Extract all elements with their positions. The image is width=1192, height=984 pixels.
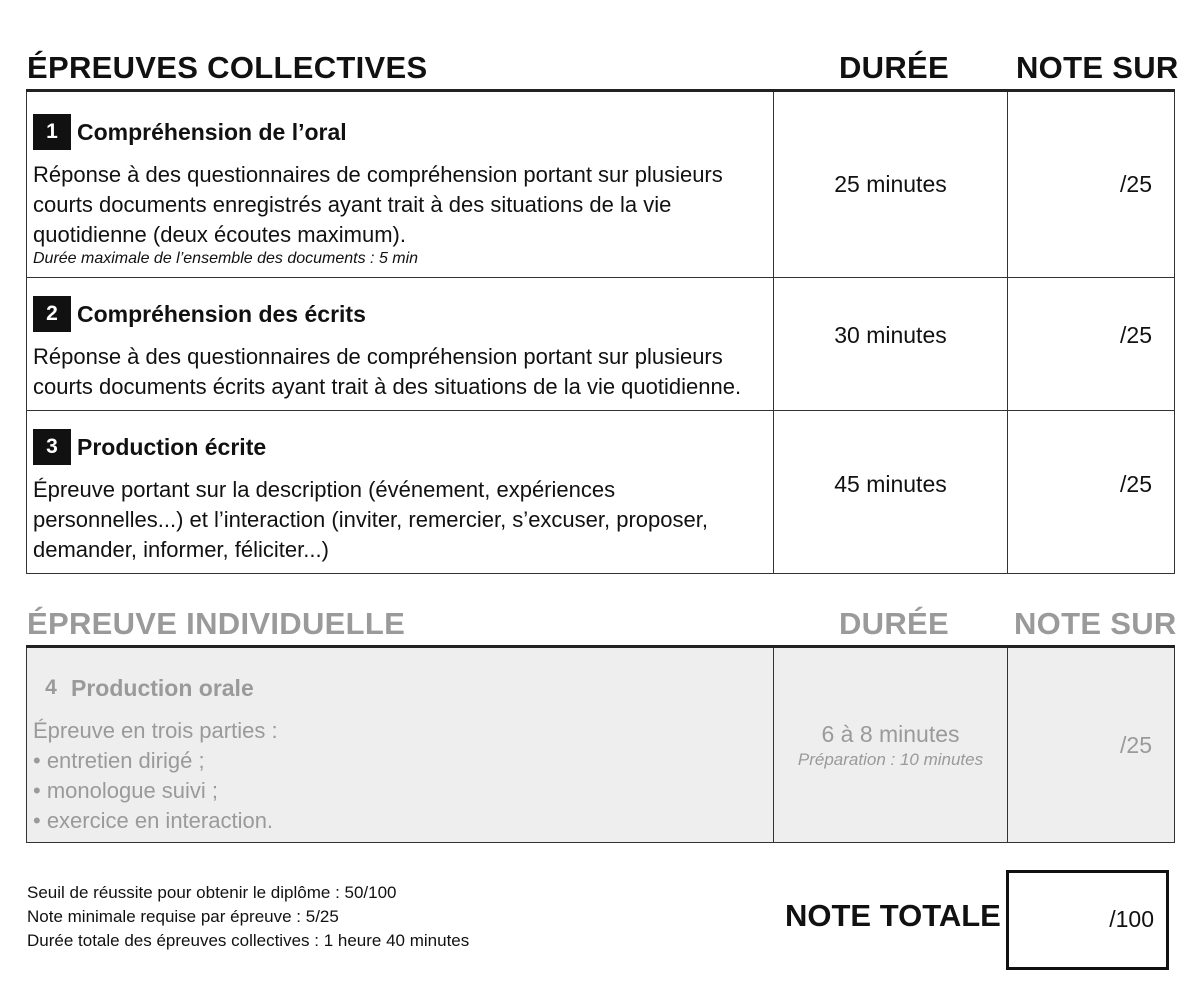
collective-duration-header: DURÉE <box>839 50 950 85</box>
footer-line: Seuil de réussite pour obtenir le diplôme : 50/100 <box>27 883 397 902</box>
test-duration: 25 minutes <box>774 91 1008 278</box>
individual-duration-header: DURÉE <box>839 606 950 641</box>
test-title: Compréhension des écrits <box>77 300 366 327</box>
individual-heading: ÉPREUVE INDIVIDUELLE <box>27 606 406 641</box>
test-score: /25 <box>1008 411 1175 574</box>
test-duration: 30 minutes <box>774 278 1008 411</box>
footer-notes <box>27 881 469 953</box>
test-description: Réponse à des questionnaires de compréhension portant sur plusieurs courts documents écrits ayant trait à des situations de la vie quotidienne. <box>33 344 742 399</box>
list-item: • exercice en interaction. <box>33 808 274 833</box>
total-score-box: /100 <box>1006 870 1169 970</box>
test-number-badge: 1 <box>33 114 71 150</box>
test-score: /25 <box>1008 278 1175 411</box>
list-item: • entretien dirigé ; <box>33 748 205 773</box>
list-item: • monologue suivi ; <box>33 778 219 803</box>
table-row <box>27 91 1175 278</box>
table-row <box>27 647 1175 843</box>
test-duration: 45 minutes <box>774 411 1008 574</box>
test-cell <box>27 91 774 278</box>
test-description: Épreuve en trois parties : <box>33 718 278 743</box>
test-number-badge: 4 <box>45 676 57 699</box>
footer-line: Note minimale requise par épreuve : 5/25 <box>27 907 339 926</box>
test-preparation: Préparation : 10 minutes <box>797 749 984 769</box>
footer-line: Durée totale des épreuves collectives : 1 heure 40 minutes <box>27 931 470 950</box>
test-score: /25 <box>1008 647 1175 843</box>
test-title: Production orale <box>71 674 254 701</box>
test-description: Réponse à des questionnaires de compréhension portant sur plusieurs courts documents enregistrés ayant trait à des situations de la vie quotidienne (deux écoutes maximum). <box>33 162 723 247</box>
test-cell <box>27 278 774 411</box>
test-number-badge: 3 <box>33 429 71 465</box>
test-description: Épreuve portant sur la description (événement, expériences personnelles...) et l’interaction (inviter, remercier, s’excuser, proposer, demander, informer, féliciter...) <box>33 477 708 562</box>
table-row <box>27 278 1175 411</box>
test-title: Production écrite <box>77 433 267 460</box>
collective-score-header: NOTE SUR <box>1016 50 1179 85</box>
test-note: Durée maximale de l’ensemble des documents : 5 min <box>33 250 419 267</box>
collective-table <box>26 89 1175 574</box>
test-number-badge: 2 <box>33 296 71 332</box>
test-duration-cell <box>774 647 1008 843</box>
test-cell <box>27 411 774 574</box>
total-label: NOTE TOTALE <box>785 898 1001 933</box>
individual-score-header: NOTE SUR <box>1014 606 1177 641</box>
test-duration: 6 à 8 minutes <box>821 720 960 747</box>
test-score: /25 <box>1008 91 1175 278</box>
table-row <box>27 411 1175 574</box>
test-cell <box>27 647 774 843</box>
test-title: Compréhension de l’oral <box>77 118 347 145</box>
collective-heading: ÉPREUVES COLLECTIVES <box>27 50 428 85</box>
individual-table <box>26 645 1175 843</box>
